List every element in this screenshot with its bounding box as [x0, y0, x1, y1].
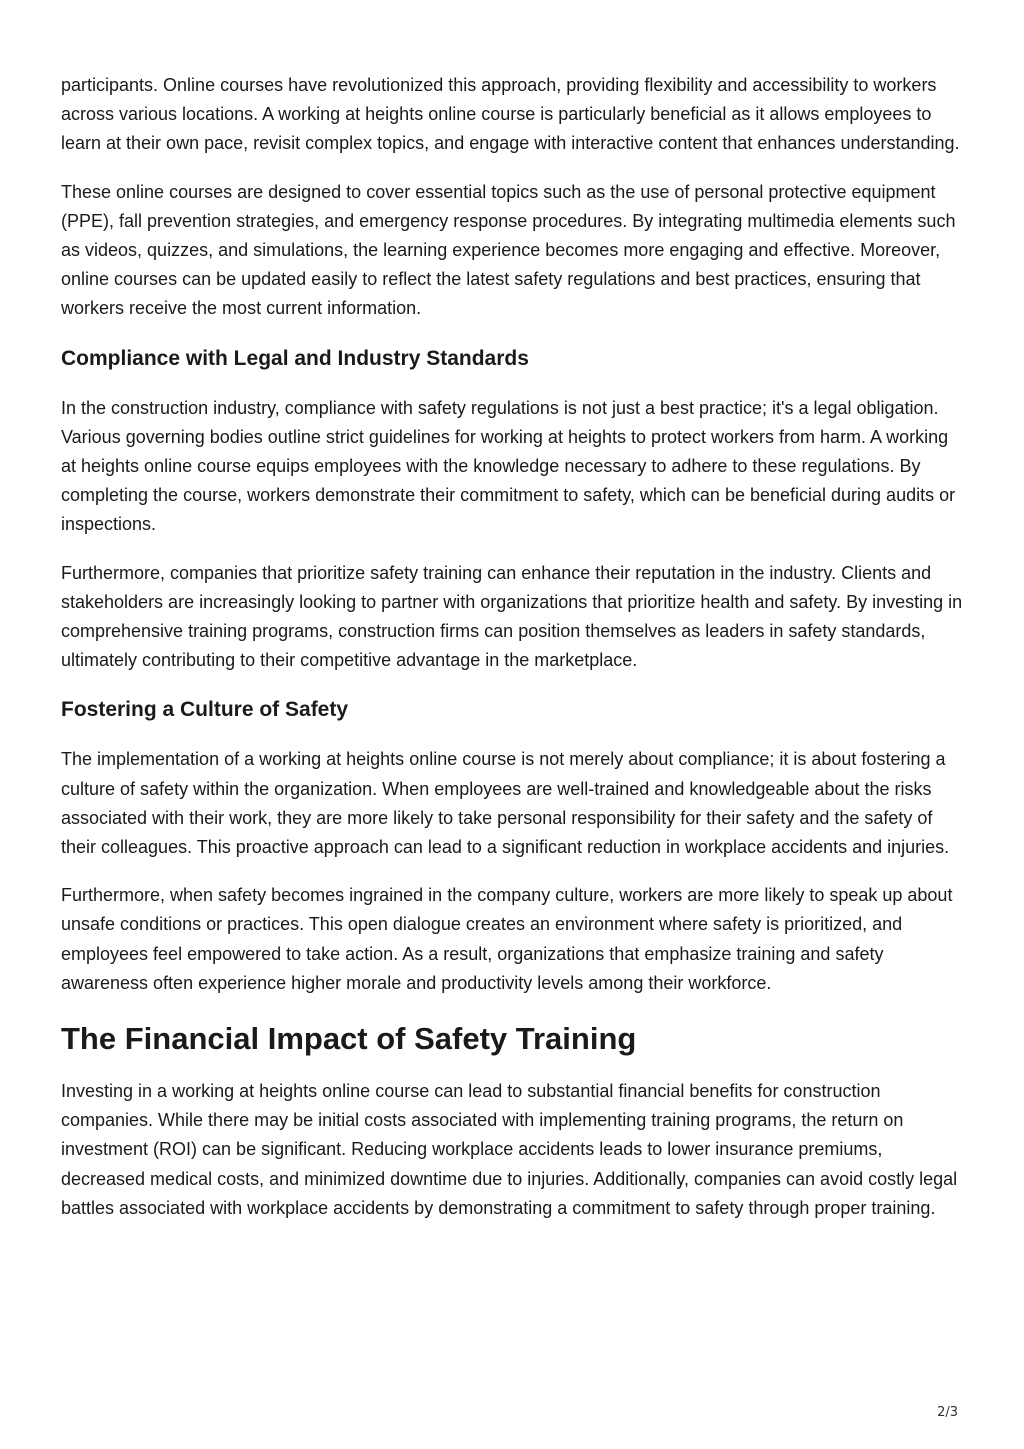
- page-number: 2/3: [937, 1405, 958, 1420]
- section-title-financial: The Financial Impact of Safety Training: [61, 1021, 637, 1057]
- paragraph: The implementation of a working at heights online course is not merely about compliance; it is about fostering a culture of safety within the organization. When employees are well-trained and knowledgeable about the risks associated with their work, they are more likely to take personal responsibility for their safety and the safety of their colleagues. This proactive approach can lead to a significant reduction in workplace accidents and injuries.: [61, 749, 950, 858]
- paragraph: Furthermore, when safety becomes ingrained in the company culture, workers are more likely to speak up about unsafe conditions or practices. This open dialogue creates an environment where safety is prioritized, and employees feel empowered to take action. As a result, organizations that emphasize training and safety awareness often experience higher morale and productivity levels among their workforce.: [61, 885, 953, 993]
- paragraph: participants. Online courses have revolutionized this approach, providing flexibility and accessibility to workers across various locations. A working at heights online course is particularly beneficial as it allows employees to learn at their own pace, revisit complex topics, and engage with interactive content that enhances understanding.: [61, 75, 960, 154]
- paragraph: Furthermore, companies that prioritize safety training can enhance their reputation in the industry. Clients and stakeholders are increasingly looking to partner with organizations that prioritize health and safety. By investing in comprehensive training programs, construction firms can position themselves as leaders in safety standards, ultimately contributing to their competitive advantage in the marketplace.: [61, 562, 963, 671]
- paragraph: Investing in a working at heights online course can lead to substantial financial benefits for construction companies. While there may be initial costs associated with implementing training programs, the return on investment (ROI) can be significant. Reducing workplace accidents leads to lower insurance premiums, decreased medical costs, and minimized downtime due to injuries. Additionally, companies can avoid costly legal battles associated with workplace accidents by demonstrating a commitment to safety through proper training.: [61, 1081, 958, 1218]
- document-page: [61, 71, 966, 1223]
- paragraph: In the construction industry, compliance with safety regulations is not just a best practice; it's a legal obligation. Various governing bodies outline strict guidelines for working at heights to protect workers from harm. A working at heights online course equips employees with the knowledge necessary to adhere to these regulations. By completing the course, workers demonstrate their commitment to safety, which can be beneficial during audits or inspections.: [61, 397, 956, 535]
- section-heading-compliance: Compliance with Legal and Industry Standards: [61, 346, 529, 370]
- paragraph: These online courses are designed to cover essential topics such as the use of personal protective equipment (PPE), fall prevention strategies, and emergency response procedures. By integrating multimedia elements such as videos, quizzes, and simulations, the learning experience becomes more engaging and effective. Moreover, online courses can be updated easily to reflect the latest safety regulations and best practices, ensuring that workers receive the most current information.: [61, 181, 956, 319]
- section-heading-culture: Fostering a Culture of Safety: [61, 698, 349, 722]
